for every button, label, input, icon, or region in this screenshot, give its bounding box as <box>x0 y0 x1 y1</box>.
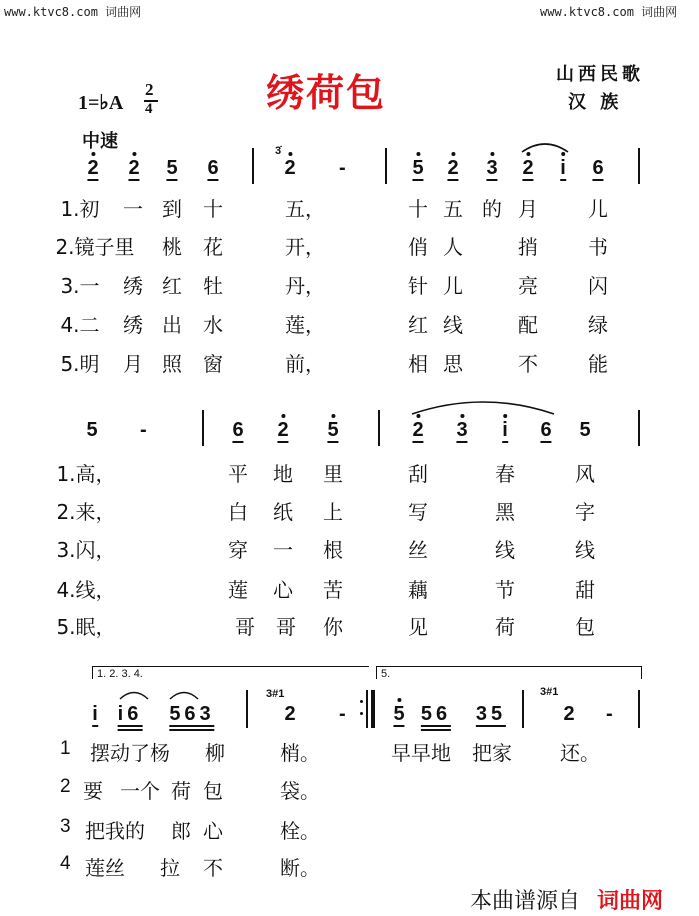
footer-text: 本曲谱源自 <box>470 889 581 914</box>
lyric: 4.二 <box>60 313 100 337</box>
note: 6 <box>207 157 219 179</box>
note: 2 <box>522 157 533 179</box>
lyric: 里 <box>323 462 343 486</box>
note: 6 <box>540 419 552 441</box>
note: 6 <box>232 419 244 441</box>
grace-note: 3#1 <box>540 686 559 698</box>
lyric: 儿 <box>443 274 463 298</box>
lyric: 郎 <box>171 819 191 843</box>
lyric: 穿 <box>228 538 248 562</box>
bar-line <box>638 148 640 184</box>
lyric: 不 <box>203 856 223 880</box>
lyric: 春 <box>495 462 515 486</box>
song-title: 绣荷包 <box>266 71 387 115</box>
lyric: 还。 <box>560 741 600 765</box>
lyric: 能 <box>588 352 608 376</box>
note: i <box>92 703 98 725</box>
lyric: 书 <box>588 235 608 259</box>
lyric: 心 <box>273 578 293 602</box>
lyric: 绣 <box>123 274 143 298</box>
note: 5 <box>393 703 404 725</box>
repeat-bar-thick <box>371 690 375 728</box>
lyric: 柳 <box>205 741 225 765</box>
lyric: 白 <box>228 500 248 524</box>
note-group: i6 <box>118 703 143 725</box>
note: 2 <box>87 157 98 179</box>
lyric: 断。 <box>280 856 320 880</box>
lyric: 红 <box>408 313 428 337</box>
note: 3 <box>486 157 497 179</box>
lyric: 栓。 <box>280 819 320 843</box>
volta-bracket-1: 1. 2. 3. 4. <box>92 666 369 679</box>
lyric: 荷 <box>495 615 515 639</box>
lyric: 哥 <box>235 615 255 639</box>
slur <box>410 398 556 416</box>
bar-line <box>202 410 204 446</box>
volta-bracket-2: 5. <box>376 666 642 679</box>
note: 3 <box>456 419 467 441</box>
lyric: 月 <box>518 197 538 221</box>
repeat-dot <box>360 700 363 703</box>
lyric: 2.镜子里 <box>55 235 135 259</box>
verse-number: 3 <box>60 816 71 837</box>
lyric: 5.眠， <box>56 615 116 639</box>
lyric: 照 <box>162 352 182 376</box>
bar-line <box>252 148 254 184</box>
lyric: 苦 <box>323 578 343 602</box>
lyric: 莲 <box>228 578 248 602</box>
lyric: 丝 <box>408 538 428 562</box>
lyric: 一 <box>123 197 143 221</box>
tempo-marking: 中速 <box>82 131 118 151</box>
lyric: 莲， <box>285 313 325 337</box>
lyric: 5.明 <box>60 352 100 376</box>
note: 2 <box>284 703 296 725</box>
lyric: 配 <box>518 313 538 337</box>
watermark-left: www.ktvc8.com 词曲网 <box>4 5 142 19</box>
lyric: 心 <box>203 819 223 843</box>
time-signature-top: 2 <box>145 80 154 99</box>
lyric: 俏 <box>408 235 428 259</box>
lyric: 亮 <box>518 274 538 298</box>
note-group: 35 <box>475 703 507 725</box>
lyric: 包 <box>203 779 223 803</box>
grace-note: 3#1 <box>266 688 285 700</box>
note: i <box>560 157 566 179</box>
lyric: 荷 <box>171 779 191 803</box>
lyric: 节 <box>495 578 515 602</box>
lyric: 开， <box>285 235 325 259</box>
lyric: 把家 <box>472 741 512 765</box>
lyric: 3.一 <box>60 274 100 298</box>
bar-line <box>638 690 640 728</box>
lyric: 十 <box>203 197 223 221</box>
lyric: 五， <box>285 197 325 221</box>
lyric: 绣 <box>123 313 143 337</box>
lyric: 拉 <box>160 856 180 880</box>
lyric: 红 <box>162 274 182 298</box>
lyric: 藕 <box>408 578 428 602</box>
bar-line <box>246 690 248 728</box>
lyric: 五 <box>443 197 463 221</box>
slur <box>520 140 570 154</box>
repeat-bar-thin <box>366 690 368 728</box>
lyric: 根 <box>323 538 343 562</box>
note: 2 <box>563 703 575 725</box>
lyric: 刮 <box>408 462 428 486</box>
bar-line <box>385 148 387 184</box>
note: 6 <box>592 157 604 179</box>
lyric: 把我的 <box>85 819 145 843</box>
lyric: 风 <box>575 462 595 486</box>
lyric: 桃 <box>162 235 182 259</box>
lyric: 相 <box>408 352 428 376</box>
sustain-dash: - <box>140 419 147 441</box>
lyric: 线 <box>495 538 515 562</box>
repeat-dot <box>360 712 363 715</box>
lyric: 黑 <box>495 500 515 524</box>
lyric: 1.初 <box>60 197 100 221</box>
lyric: 字 <box>575 500 595 524</box>
lyric: 闪 <box>588 274 608 298</box>
sustain-dash: - <box>339 157 346 179</box>
note: 2 <box>128 157 139 179</box>
lyric: 4.线， <box>56 578 116 602</box>
note: 2 <box>284 157 295 179</box>
lyric: 针 <box>408 274 428 298</box>
lyric: 前， <box>285 352 325 376</box>
lyric: 窗 <box>203 352 223 376</box>
note-group: 563 <box>169 703 214 725</box>
lyric: 绿 <box>588 313 608 337</box>
lyric: 甜 <box>575 578 595 602</box>
lyric: 莲丝 <box>85 856 125 880</box>
lyric: 早早地 <box>391 741 451 765</box>
key-signature: 1=♭A <box>78 92 124 114</box>
lyric: 纸 <box>273 500 293 524</box>
lyric: 平 <box>228 462 248 486</box>
sustain-dash: - <box>339 703 346 725</box>
note: 5 <box>327 419 338 441</box>
lyric: 不 <box>518 352 538 376</box>
lyric: 花 <box>203 235 223 259</box>
lyric: 思 <box>443 352 463 376</box>
bar-line <box>638 410 640 446</box>
lyric: 一 <box>273 538 293 562</box>
verse-number: 1 <box>60 738 71 759</box>
sustain-dash: - <box>606 703 613 725</box>
slur <box>118 688 150 700</box>
lyric: 一个 <box>120 779 160 803</box>
lyric: 月 <box>123 352 143 376</box>
origin-label: 山西民歌 <box>556 64 644 85</box>
lyric: 牡 <box>203 274 223 298</box>
bar-line <box>522 690 524 728</box>
note: 2 <box>412 419 423 441</box>
footer-source <box>470 884 663 915</box>
lyric: 见 <box>408 615 428 639</box>
lyric: 儿 <box>588 197 608 221</box>
lyric: 你 <box>323 615 343 639</box>
lyric: 地 <box>273 462 293 486</box>
lyric: 线 <box>443 313 463 337</box>
lyric: 水 <box>203 313 223 337</box>
lyric: 2.来， <box>56 500 116 524</box>
lyric: 袋。 <box>280 779 320 803</box>
lyric: 丹， <box>285 274 325 298</box>
lyric: 包 <box>575 615 595 639</box>
note: i <box>502 419 508 441</box>
slur <box>168 688 200 700</box>
note: 2 <box>277 419 288 441</box>
lyric: 人 <box>443 235 463 259</box>
note: 5 <box>86 419 98 441</box>
lyric: 要 <box>83 779 103 803</box>
lyric: 梢。 <box>280 741 320 765</box>
grace-note: 3̇ <box>275 145 282 157</box>
watermark-right: www.ktvc8.com 词曲网 <box>540 5 678 19</box>
lyric: 捎 <box>518 235 538 259</box>
verse-number: 2 <box>60 776 71 797</box>
lyric: 的 <box>482 197 502 221</box>
bar-line <box>378 410 380 446</box>
time-signature-bottom: 4 <box>145 101 153 117</box>
lyric: 写 <box>408 500 428 524</box>
note: 5 <box>412 157 423 179</box>
lyric: 十 <box>408 197 428 221</box>
lyric: 哥 <box>276 615 296 639</box>
lyric: 线 <box>575 538 595 562</box>
lyric: 1.高， <box>56 462 116 486</box>
note: 5 <box>166 157 178 179</box>
lyric: 3.闪， <box>56 538 116 562</box>
lyric: 上 <box>323 500 343 524</box>
note: 2 <box>447 157 458 179</box>
footer-brand[interactable]: 词曲网 <box>597 889 664 914</box>
lyric: 出 <box>162 313 182 337</box>
ethnicity-label: 汉 族 <box>568 92 623 113</box>
verse-number: 4 <box>60 853 71 874</box>
note: 5 <box>579 419 591 441</box>
note-group: 56 <box>421 703 451 725</box>
lyric: 到 <box>162 197 182 221</box>
lyric: 摆动了杨 <box>90 741 170 765</box>
